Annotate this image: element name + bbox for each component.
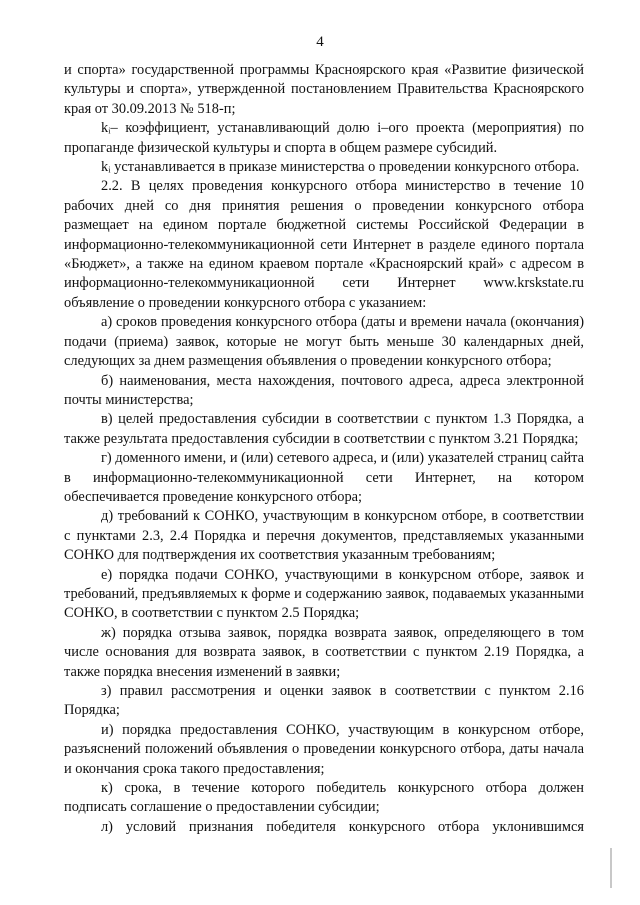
list-item-k: к) срока, в течение которого победитель конкурсного отбора должен подписать соглашение о предоставлении субсидии; — [64, 780, 584, 816]
paragraph-coefficient-definition: kᵢ– коэффициент, устанавливающий долю i–ого проекта (мероприятия) по пропаганде физической культуры и спорта в общем размере субсидий. — [64, 120, 584, 156]
list-item-d: д) требований к СОНКО, участвующим в конкурсном отборе, в соответствии с пунктами 2.3, 2.4 Порядка и перечня документов, представляемых указанными СОНКО для подтверждения их соответствия указанным требованиям; — [64, 508, 584, 564]
list-item-zh: ж) порядка отзыва заявок, порядка возврата заявок, определяющего в том числе основания для возврата заявок, в соответствии с пунктом 2.19 Порядка, а также порядка внесения изменений в заявки; — [64, 624, 584, 680]
list-item-i: и) порядка предоставления СОНКО, участвующим в конкурсном отборе, разъяснений положений объявления о проведении конкурсного отбора, даты начала и окончания срока такого предоставления; — [64, 721, 584, 777]
list-item-e: е) порядка подачи СОНКО, участвующими в конкурсном отборе, заявок и требований, предъявляемых к форме и содержанию заявок, подаваемых указанными СОНКО, в соответствии с пунктом 2.5 Порядка; — [64, 566, 584, 622]
paragraph-coefficient-order: kᵢ устанавливается в приказе министерства о проведении конкурсного отбора. — [101, 159, 580, 176]
document-body — [64, 61, 584, 837]
list-item-z: з) правил рассмотрения и оценки заявок в соответствии с пунктом 2.16 Порядка; — [64, 683, 584, 719]
scan-artifact — [610, 848, 612, 888]
list-item-b: б) наименования, места нахождения, почтового адреса, адреса электронной почты министерства; — [64, 372, 584, 408]
list-item-a: а) сроков проведения конкурсного отбора (даты и времени начала (окончания) подачи (приема) заявок, которые не могут быть меньше 30 календарных дней, следующих за днем размещения объявления о проведении конкурсного отбора; — [64, 314, 584, 370]
page-number: 4 — [316, 34, 324, 50]
paragraph-2-2: 2.2. В целях проведения конкурсного отбора министерство в течение 10 рабочих дней со дня принятия решения о проведении конкурсного отбора размещает на едином портале бюджетной системы Российской Федерации в информационно-телекоммуникационной сети Интернет в разделе единого портала «Бюджет», а также на едином краевом портале «Красноярский край» с адресом в информационно-телекоммуникационной сети Интернет www.krskstate.ru объявление о проведении конкурсного отбора с указанием: — [64, 178, 584, 311]
list-item-v: в) целей предоставления субсидии в соответствии с пунктом 1.3 Порядка, а также результата предоставления субсидии в соответствии с пунктом 3.21 Порядка; — [64, 411, 584, 447]
paragraph-continuation: и спорта» государственной программы Красноярского края «Развитие физической культуры и спорта», утвержденной постановлением Правительства Красноярского края от 30.09.2013 № 518-п; — [64, 62, 584, 117]
list-item-l: л) условий признания победителя конкурсного отбора уклонившимся — [101, 818, 584, 835]
list-item-g: г) доменного имени, и (или) сетевого адреса, и (или) указателей страниц сайта в информационно-телекоммуникационной сети Интернет, на котором обеспечивается проведение конкурсного отбора; — [64, 450, 584, 505]
